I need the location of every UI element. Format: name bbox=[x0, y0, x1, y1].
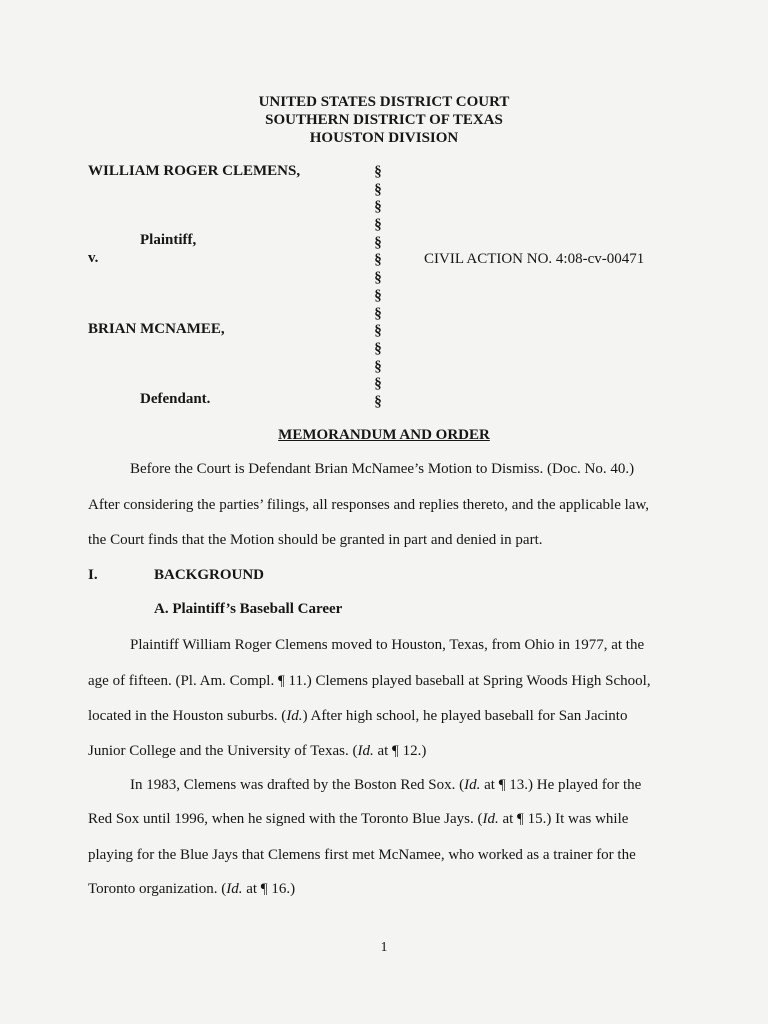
text-segment: ) After high school, he played baseball for San Jacinto bbox=[302, 708, 628, 724]
section-symbol-column bbox=[371, 164, 385, 412]
text-segment: In 1983, Clemens was drafted by the Boston Red Sox. ( bbox=[130, 777, 465, 793]
versus: v. bbox=[88, 250, 99, 266]
para2-line-2 bbox=[88, 810, 628, 828]
text-segment: Junior College and the University of Texas. ( bbox=[88, 743, 358, 759]
citation-id: Id. bbox=[357, 743, 374, 759]
section-symbol: § bbox=[374, 252, 382, 269]
para1-line-1: Plaintiff William Roger Clemens moved to Houston, Texas, from Ohio in 1977, at the bbox=[130, 637, 645, 653]
section-symbol: § bbox=[374, 376, 382, 393]
section-symbol: § bbox=[374, 340, 382, 357]
text-segment: at ¶ 15.) It was while bbox=[498, 811, 629, 827]
text-segment: Red Sox until 1996, when he signed with the Toronto Blue Jays. ( bbox=[88, 811, 483, 827]
section-symbol: § bbox=[374, 181, 382, 198]
text-segment: Toronto organization. ( bbox=[88, 881, 227, 897]
section-numeral: I. bbox=[88, 567, 98, 583]
citation-id: Id. bbox=[226, 881, 243, 897]
intro-line-1: Before the Court is Defendant Brian McNamee’s Motion to Dismiss. (Doc. No. 40.) bbox=[130, 461, 635, 477]
text-segment: at ¶ 16.) bbox=[242, 881, 296, 897]
section-symbol: § bbox=[374, 164, 382, 180]
section-symbol: § bbox=[374, 217, 382, 234]
court-name: UNITED STATES DISTRICT COURT bbox=[258, 94, 510, 110]
defendant-label: Defendant. bbox=[140, 391, 211, 407]
section-symbol: § bbox=[374, 358, 382, 375]
page-number: 1 bbox=[380, 940, 388, 955]
intro-line-2: After considering the parties’ filings, all responses and replies thereto, and the applicable law, bbox=[88, 497, 650, 513]
section-symbol: § bbox=[374, 305, 382, 322]
para2-line-3: playing for the Blue Jays that Clemens first met McNamee, who worked as a trainer for the bbox=[88, 847, 636, 863]
section-symbol: § bbox=[374, 270, 382, 287]
document-title: MEMORANDUM AND ORDER bbox=[278, 427, 490, 443]
plaintiff-name: WILLIAM ROGER CLEMENS, bbox=[88, 163, 301, 179]
defendant-name: BRIAN MCNAMEE, bbox=[88, 321, 225, 337]
civil-action-number: CIVIL ACTION NO. 4:08-cv-00471 bbox=[424, 251, 645, 267]
section-symbol: § bbox=[374, 323, 382, 340]
court-district: SOUTHERN DISTRICT OF TEXAS bbox=[265, 112, 503, 128]
subsection-heading: A. Plaintiff’s Baseball Career bbox=[154, 601, 343, 617]
para1-line-2: age of fifteen. (Pl. Am. Compl. ¶ 11.) Clemens played baseball at Spring Woods High School, bbox=[88, 673, 651, 689]
section-heading: BACKGROUND bbox=[154, 567, 265, 583]
section-symbol: § bbox=[374, 393, 382, 410]
para2-line-4 bbox=[88, 880, 295, 898]
court-division: HOUSTON DIVISION bbox=[309, 130, 459, 146]
text-segment: at ¶ 12.) bbox=[373, 743, 427, 759]
text-segment: located in the Houston suburbs. ( bbox=[88, 708, 287, 724]
text-segment: at ¶ 13.) He played for the bbox=[480, 777, 642, 793]
section-symbol: § bbox=[374, 287, 382, 304]
citation-id: Id. bbox=[482, 811, 499, 827]
plaintiff-label: Plaintiff, bbox=[140, 232, 197, 248]
section-symbol: § bbox=[374, 199, 382, 216]
section-symbol: § bbox=[374, 234, 382, 251]
para1-line-3 bbox=[88, 707, 627, 725]
para2-line-1 bbox=[130, 776, 641, 794]
citation-id: Id. bbox=[286, 708, 303, 724]
intro-line-3: the Court finds that the Motion should be granted in part and denied in part. bbox=[88, 532, 543, 548]
citation-id: Id. bbox=[464, 777, 481, 793]
para1-line-4 bbox=[88, 742, 426, 760]
